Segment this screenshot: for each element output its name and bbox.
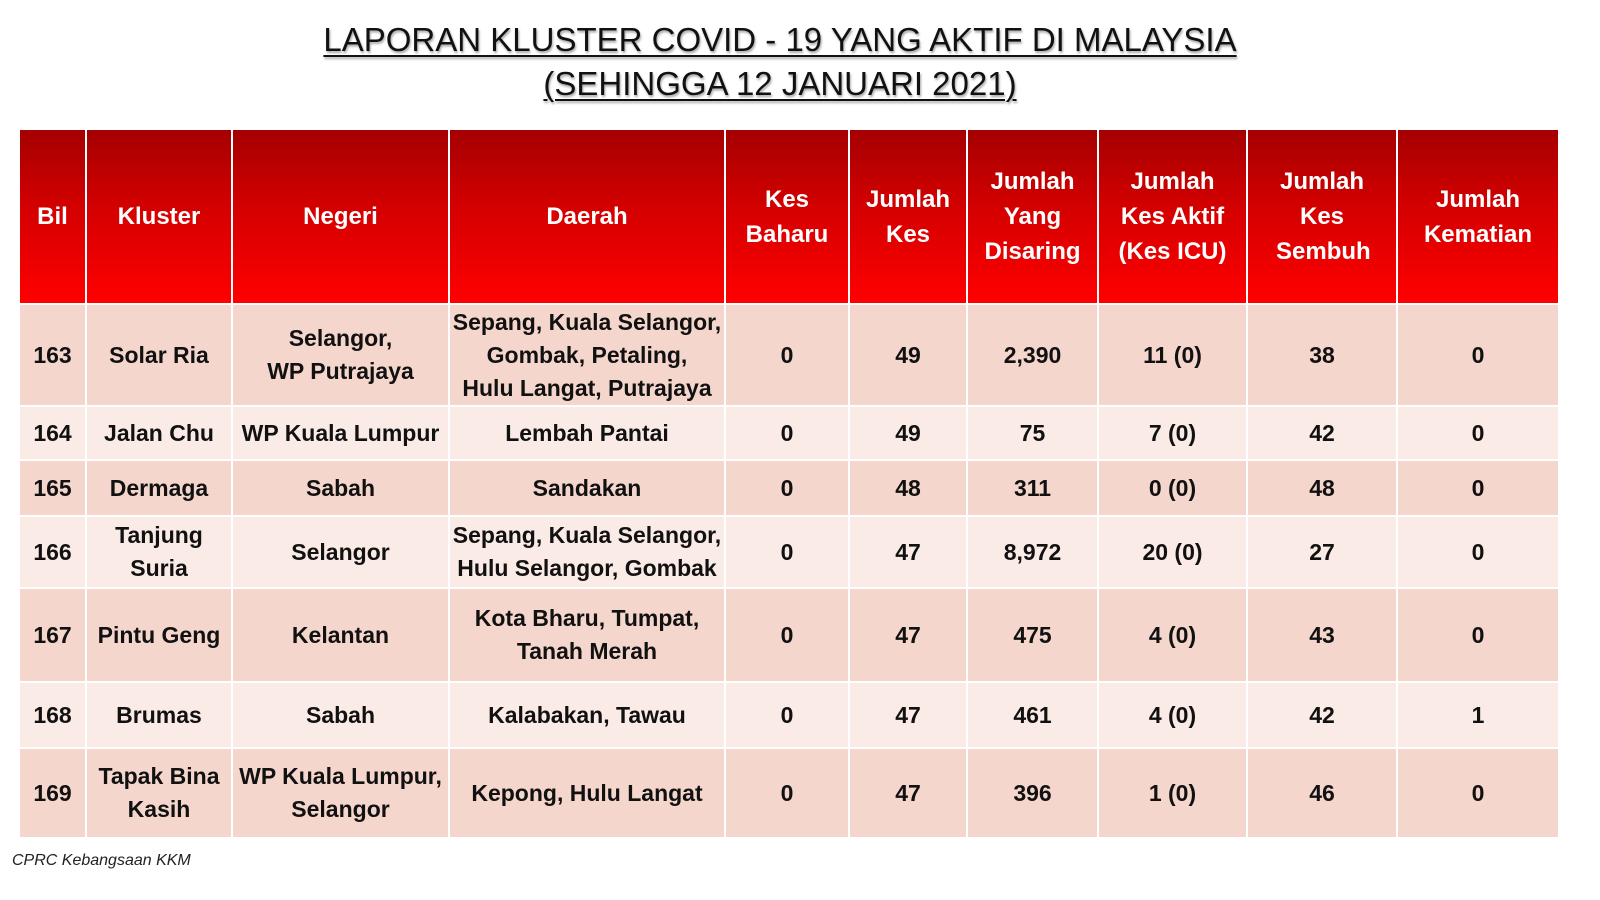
cell-jumlah-kes-aktif: 4 (0) (1098, 682, 1247, 748)
cell-daerah: Sepang, Kuala Selangor, Gombak, Petaling, Hulu Langat, Putrajaya (449, 304, 725, 406)
cell-daerah: Sepang, Kuala Selangor, Hulu Selangor, Gombak (449, 516, 725, 588)
cell-kluster: Brumas (86, 682, 232, 748)
cell-jumlah-kes: 49 (849, 304, 967, 406)
cell-kes-baharu: 0 (725, 516, 849, 588)
cell-kluster: Pintu Geng (86, 588, 232, 682)
title-line-2: (SEHINGGA 12 JANUARI 2021) (543, 65, 1017, 102)
header-kluster: Kluster (86, 129, 232, 304)
cell-bil: 167 (19, 588, 86, 682)
table-body (19, 304, 1559, 838)
cell-kes-baharu: 0 (725, 588, 849, 682)
cell-bil: 168 (19, 682, 86, 748)
cell-kes-baharu: 0 (725, 748, 849, 838)
cell-bil: 164 (19, 406, 86, 460)
cell-jumlah-kes-sembuh: 27 (1247, 516, 1397, 588)
cluster-table-container (18, 128, 1558, 839)
header-bil: Bil (19, 129, 86, 304)
cell-jumlah-kematian: 0 (1397, 406, 1559, 460)
cell-jumlah-kes: 47 (849, 682, 967, 748)
cell-kes-baharu: 0 (725, 460, 849, 516)
table-row (19, 588, 1559, 682)
source-note: CPRC Kebangsaan KKM (12, 852, 191, 869)
cell-negeri: Selangor, WP Putrajaya (232, 304, 449, 406)
cell-kluster: Solar Ria (86, 304, 232, 406)
cell-jumlah-kematian: 0 (1397, 304, 1559, 406)
cell-bil: 169 (19, 748, 86, 838)
cell-daerah: Kepong, Hulu Langat (449, 748, 725, 838)
cell-kes-baharu: 0 (725, 682, 849, 748)
cell-jumlah-kes-aktif: 7 (0) (1098, 406, 1247, 460)
cell-jumlah-kes-sembuh: 46 (1247, 748, 1397, 838)
header-jumlah-kematian: Jumlah Kematian (1397, 129, 1559, 304)
cell-kluster: Jalan Chu (86, 406, 232, 460)
cell-jumlah-kes-sembuh: 48 (1247, 460, 1397, 516)
page-title (0, 18, 1560, 106)
cell-jumlah-kes-aktif: 11 (0) (1098, 304, 1247, 406)
cell-negeri: Sabah (232, 460, 449, 516)
cell-jumlah-kes: 49 (849, 406, 967, 460)
cell-jumlah-kematian: 0 (1397, 748, 1559, 838)
cell-jumlah-kes-aktif: 20 (0) (1098, 516, 1247, 588)
cell-jumlah-kes: 47 (849, 516, 967, 588)
cell-jumlah-kes: 47 (849, 588, 967, 682)
cell-bil: 166 (19, 516, 86, 588)
cell-jumlah-disaring: 2,390 (967, 304, 1098, 406)
cell-negeri: Selangor (232, 516, 449, 588)
cell-bil: 165 (19, 460, 86, 516)
cell-kes-baharu: 0 (725, 304, 849, 406)
table-row (19, 682, 1559, 748)
cell-bil: 163 (19, 304, 86, 406)
cell-jumlah-kes: 47 (849, 748, 967, 838)
cell-kes-baharu: 0 (725, 406, 849, 460)
table-row (19, 460, 1559, 516)
cell-jumlah-disaring: 475 (967, 588, 1098, 682)
header-jumlah-kes-aktif: Jumlah Kes Aktif (Kes ICU) (1098, 129, 1247, 304)
cell-jumlah-kes-aktif: 4 (0) (1098, 588, 1247, 682)
header-jumlah-kes: Jumlah Kes (849, 129, 967, 304)
cell-negeri: WP Kuala Lumpur, Selangor (232, 748, 449, 838)
cell-jumlah-kes-sembuh: 42 (1247, 406, 1397, 460)
cell-kluster: Dermaga (86, 460, 232, 516)
table-header (19, 129, 1559, 304)
header-daerah: Daerah (449, 129, 725, 304)
cell-jumlah-kematian: 0 (1397, 516, 1559, 588)
cell-daerah: Kota Bharu, Tumpat, Tanah Merah (449, 588, 725, 682)
cell-jumlah-disaring: 8,972 (967, 516, 1098, 588)
header-row (19, 129, 1559, 304)
cell-jumlah-disaring: 396 (967, 748, 1098, 838)
table-row (19, 406, 1559, 460)
cell-jumlah-kes-sembuh: 38 (1247, 304, 1397, 406)
cell-daerah: Lembah Pantai (449, 406, 725, 460)
header-jumlah-disaring: Jumlah Yang Disaring (967, 129, 1098, 304)
cell-jumlah-disaring: 461 (967, 682, 1098, 748)
cell-negeri: Sabah (232, 682, 449, 748)
cell-jumlah-kes-aktif: 1 (0) (1098, 748, 1247, 838)
title-line-1: LAPORAN KLUSTER COVID - 19 YANG AKTIF DI MALAYSIA (323, 21, 1237, 58)
cell-jumlah-kes-sembuh: 42 (1247, 682, 1397, 748)
cell-jumlah-kes-sembuh: 43 (1247, 588, 1397, 682)
header-kes-baharu: Kes Baharu (725, 129, 849, 304)
cell-kluster: Tapak Bina Kasih (86, 748, 232, 838)
cell-jumlah-kematian: 1 (1397, 682, 1559, 748)
cell-jumlah-disaring: 75 (967, 406, 1098, 460)
cell-negeri: WP Kuala Lumpur (232, 406, 449, 460)
cell-jumlah-disaring: 311 (967, 460, 1098, 516)
cell-daerah: Kalabakan, Tawau (449, 682, 725, 748)
cell-jumlah-kematian: 0 (1397, 588, 1559, 682)
table-row (19, 304, 1559, 406)
cell-jumlah-kes-aktif: 0 (0) (1098, 460, 1247, 516)
cell-kluster: Tanjung Suria (86, 516, 232, 588)
table-row (19, 516, 1559, 588)
cell-jumlah-kematian: 0 (1397, 460, 1559, 516)
cell-daerah: Sandakan (449, 460, 725, 516)
table-row (19, 748, 1559, 838)
cell-jumlah-kes: 48 (849, 460, 967, 516)
header-jumlah-kes-sembuh: Jumlah Kes Sembuh (1247, 129, 1397, 304)
cluster-table (18, 128, 1560, 839)
cell-negeri: Kelantan (232, 588, 449, 682)
header-negeri: Negeri (232, 129, 449, 304)
